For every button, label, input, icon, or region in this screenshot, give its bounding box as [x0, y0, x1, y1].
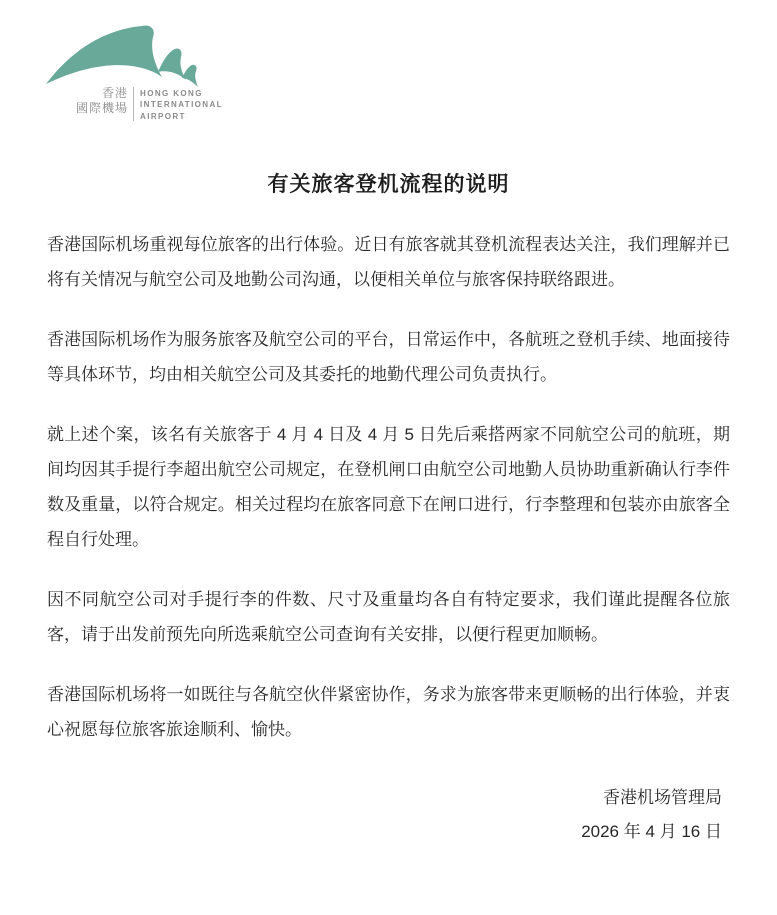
signature-block: [0, 781, 777, 849]
paragraph-5: 香港国际机场将一如既往与各航空伙伴紧密协作，务求为旅客带来更顺畅的出行体验，并衷心祝愿每位旅客旅途顺利、愉快。: [47, 685, 730, 739]
swoosh-large-crest: [46, 26, 162, 84]
swoosh-middle-crest: [158, 48, 186, 80]
hkia-logo-zh-line1: 香港: [102, 86, 129, 100]
hkia-logo-zh-line2: 國際機場: [76, 101, 129, 115]
hkia-logo-text: [76, 86, 223, 122]
paragraph-1: 香港国际机场重视每位旅客的出行体验。近日有旅客就其登机流程表达关注，我们理解并已将有关情况与航空公司及地勤公司沟通，以便相关单位与旅客保持联络跟进。: [47, 235, 730, 289]
hkia-logo-en-line3: AIRPORT: [140, 111, 186, 121]
statement-body: [0, 197, 777, 747]
hkia-logo-chinese: [76, 86, 128, 116]
signature-date: 2026 年 4 月 16 日: [581, 822, 722, 841]
hkia-logo: [0, 0, 260, 140]
logo-divider: [133, 87, 134, 121]
page-title: 有关旅客登机流程的说明: [267, 173, 510, 196]
signature-org: 香港机场管理局: [603, 788, 722, 807]
hkia-swoosh-icon: [46, 25, 206, 93]
hkia-logo-en-line2: INTERNATIONAL: [140, 100, 223, 110]
hkia-logo-english: [140, 86, 223, 122]
swoosh-small-crest: [182, 65, 198, 87]
paragraph-3: 就上述个案，该名有关旅客于 4 月 4 日及 4 月 5 日先后乘搭两家不同航空公司的航班，期间均因其手提行李超出航空公司规定，在登机闸口由航空公司地勤人员协助重新确认行李件数及重量，以符合规定。相关过程均在旅客同意下在闸口进行，行李整理和包装亦由旅客全程自行处理。: [47, 425, 730, 549]
paragraph-2: 香港国际机场作为服务旅客及航空公司的平台，日常运作中，各航班之登机手续、地面接待等具体环节，均由相关航空公司及其委托的地勤代理公司负责执行。: [47, 330, 730, 384]
paragraph-4: 因不同航空公司对手提行李的件数、尺寸及重量均各自有特定要求，我们谨此提醒各位旅客，请于出发前预先向所选乘航空公司查询有关安排，以便行程更加顺畅。: [47, 590, 730, 644]
hkia-logo-en-line1: HONG KONG: [140, 89, 203, 98]
